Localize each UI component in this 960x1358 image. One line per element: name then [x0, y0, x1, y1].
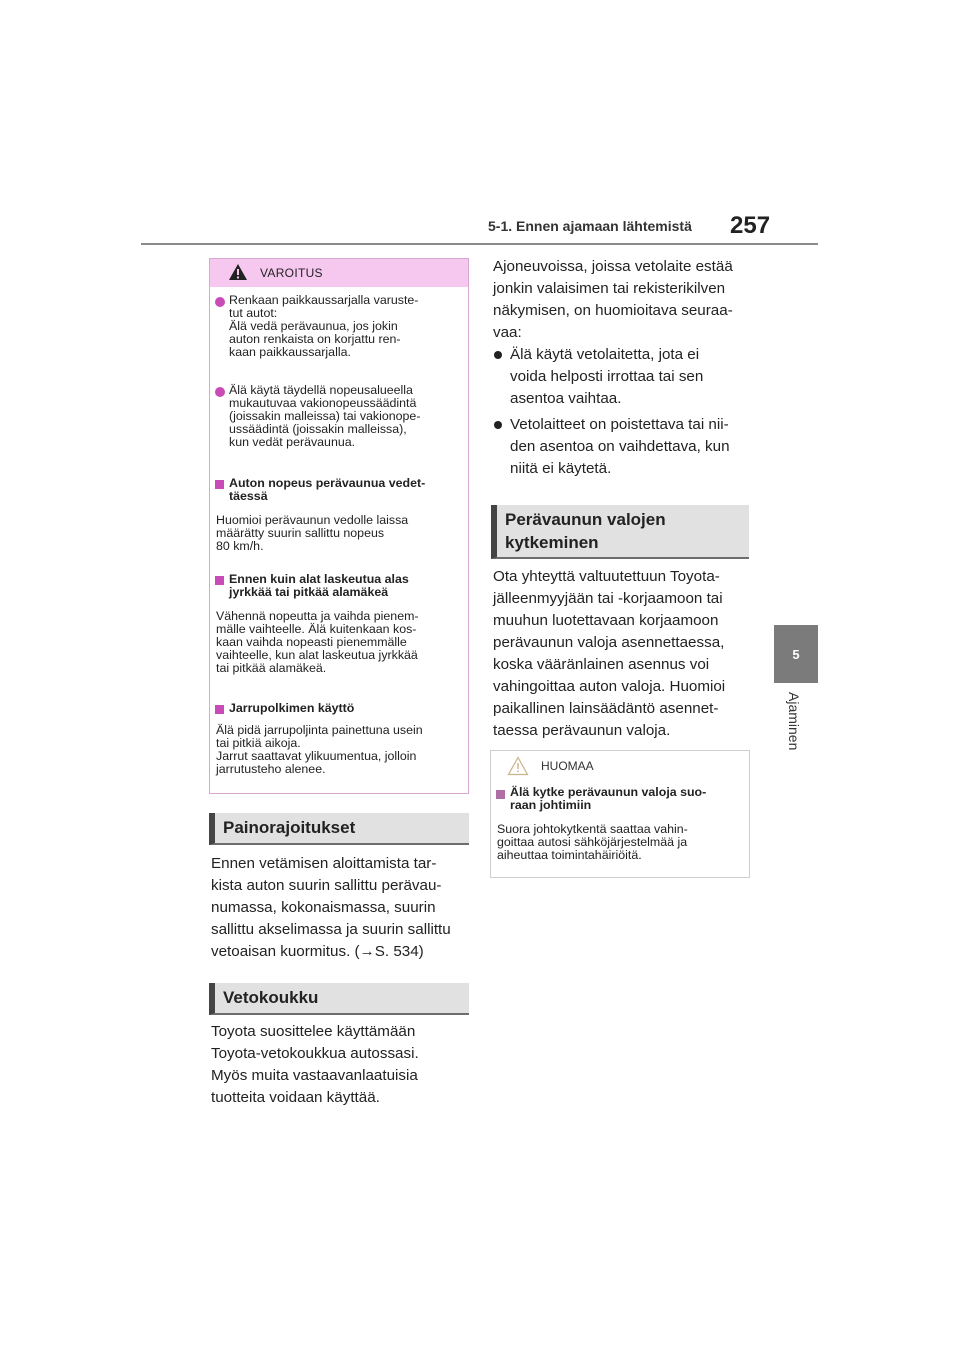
bullet-square	[215, 480, 224, 489]
list-item: Vetolaitteet on poistettava tai nii- den asentoa on vaihdettava, kun niitä ei käytetä.	[510, 416, 730, 477]
warning-box	[209, 258, 469, 794]
heading-vetokoukku: Vetokoukku	[209, 983, 469, 1015]
page-reference-link[interactable]: vetoaisan kuormitus. (→S. 534)	[211, 943, 424, 960]
subsection-text-speed: Huomioi perävaunun vedolle laissa määrätty suurin sallittu nopeus 80 km/h.	[216, 513, 409, 553]
warning-item-1: Renkaan paikkaussarjalla varuste- tut autot: Älä vedä perävaunua, jos jokin auton renkaista on korjattu ren- kaan paikkaussarjalla.	[229, 293, 419, 359]
page-number: 257	[730, 212, 771, 239]
text-intro: Ajoneuvoissa, joissa vetolaite estää jonkin valaisimen tai rekisterikilven näkymisen, on huomioitava seuraa- vaa:	[493, 258, 733, 341]
subsection-text-brake: Älä pidä jarrupoljinta painettuna usein tai pitkiä aikoja. Jarrut saattavat ylikuumentua, jolloin jarrutusteho alenee.	[216, 723, 423, 776]
subsection-heading-brake: Jarrupolkimen käyttö	[229, 701, 355, 715]
heading-peravaunun-valot: Perävaunun valojen kytkeminen	[491, 505, 749, 559]
caution-triangle-icon	[507, 756, 529, 776]
bullet-dot	[494, 351, 502, 359]
text-vetokoukku: Toyota suosittelee käyttämään Toyota-vetokoukkua autossasi. Myös muita vastaavanlaatuisia tuotteita voidaan käyttää.	[211, 1023, 419, 1106]
bullet-dot	[215, 387, 225, 397]
section-title: 5-1. Ennen ajamaan lähtemistä	[488, 218, 692, 234]
notice-heading: Älä kytke perävaunun valoja suo- raan johtimiin	[510, 785, 707, 812]
text-peravaunun-valot: Ota yhteyttä valtuutettuun Toyota- jälleenmyyjään tai -korjaamoon tai muuhun luotettavaan korjaamoon perävaunun valoja asennettaessa, koska vääränlainen asennus voi vahingoittaa auton valoja. Huomioi paikallinen lainsäädäntö asennet- taessa perävaunun valoja.	[493, 568, 726, 739]
warning-header	[210, 259, 468, 287]
warning-triangle-icon	[228, 263, 248, 281]
list-item: Älä käytä vetolaitetta, jota ei voida helposti irrottaa tai sen asentoa vaihtaa.	[510, 346, 704, 407]
text-painorajoitukset: Ennen vetämisen aloittamista tar- kista auton suurin sallittu perävau- numassa, kokonaismassa, suurin sallittu akselimassa ja suurin sallittu vetoaisan kuormitus. (→S. 534)	[211, 853, 469, 963]
chapter-tab	[774, 625, 818, 683]
notice-box	[490, 750, 750, 878]
warning-item-2: Älä käytä täydellä nopeusalueella mukautuvaa vakionopeussäädintä (joissakin malleissa) tai vakionope- ussäädintä (joissakin malleissa), kun vedät perävaunua.	[229, 383, 421, 449]
bullet-dot	[494, 421, 502, 429]
subsection-text-downhill: Vähennä nopeutta ja vaihda pienem- mälle vaihteelle. Älä kuitenkaan kos- kaan vaihda nopeasti pienemmälle vaihteelle, kun alat laskeutua jyrkkää tai pitkää alamäkeä.	[216, 609, 419, 675]
subsection-heading-speed: Auton nopeus perävaunua vedet- täessä	[229, 476, 426, 503]
heading-painorajoitukset: Painorajoitukset	[209, 813, 469, 845]
chapter-number: 5	[792, 646, 800, 662]
bullet-square	[496, 790, 505, 799]
notice-text: Suora johtokytkentä saattaa vahin- goittaa autosi sähköjärjestelmää ja aiheuttaa toimintahäiriöitä.	[497, 822, 688, 862]
chapter-label: Ajaminen	[786, 692, 802, 751]
header-divider	[141, 243, 818, 245]
bullet-square	[215, 705, 224, 714]
notice-title: HUOMAA	[541, 759, 594, 773]
bullet-dot	[215, 297, 225, 307]
subsection-heading-downhill: Ennen kuin alat laskeutua alas jyrkkää tai pitkää alamäkeä	[229, 572, 409, 599]
warning-title: VAROITUS	[260, 266, 323, 280]
bullet-square	[215, 576, 224, 585]
